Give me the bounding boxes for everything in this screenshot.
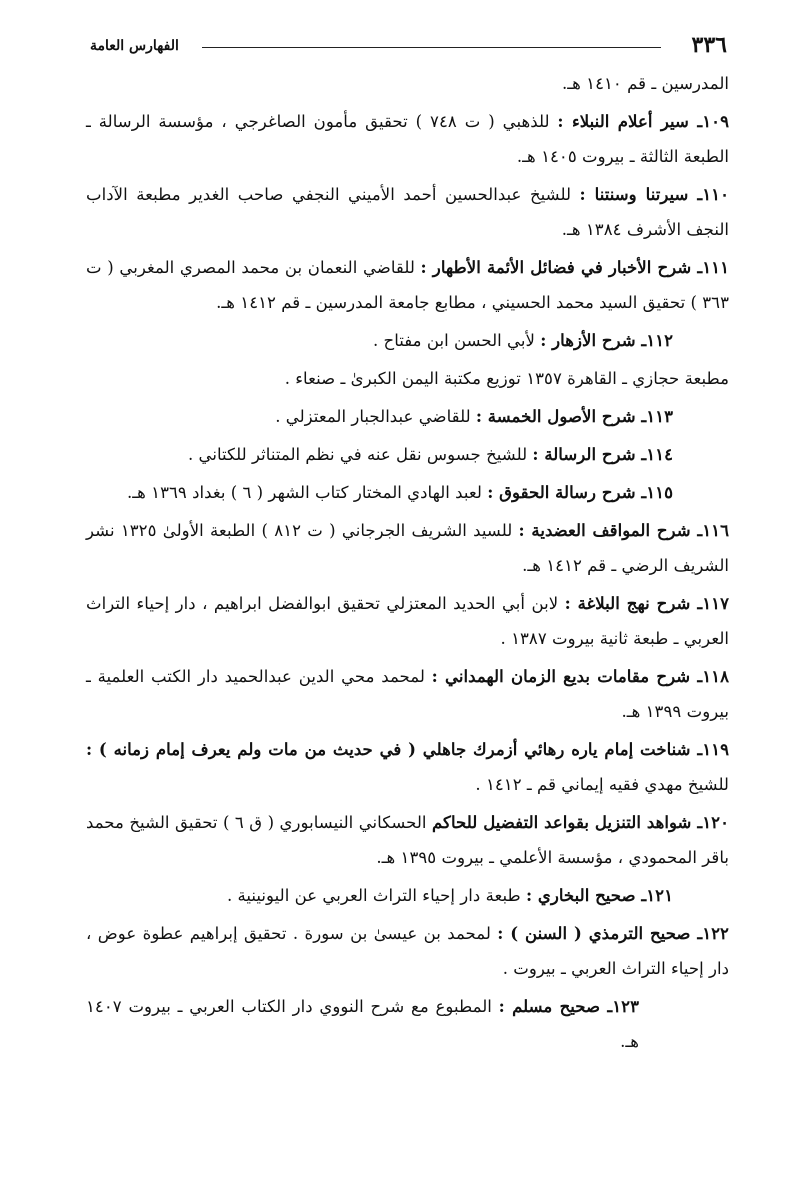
entry-title: ١١٦ـ شرح المواقف العضدية :	[518, 520, 729, 540]
bibliography-list	[86, 66, 729, 1062]
entry-title: ١١٧ـ شرح نهج البلاغة :	[564, 593, 730, 613]
entry-title: ١٠٩ـ سير أعلام النبلاء :	[557, 111, 729, 131]
entry-title: ١٢١ـ صحيح البخاري :	[525, 885, 673, 905]
entry-continuation: مطبعة حجازي ـ القاهرة ١٣٥٧ توزيع مكتبة اليمن الكبرىٰ ـ صنعاء .	[284, 369, 729, 388]
entry-details: للشيخ مهدي فقيه إيماني قم ـ ١٤١٢ .	[475, 775, 729, 794]
bibliography-entry	[86, 177, 729, 247]
bibliography-entry	[86, 659, 729, 729]
entry-details: للقاضي النعمان بن محمد المصري المغربي ( ت ٣٦٣ ) تحقيق السيد محمد الحسيني ، مطابع جامعة المدرسين ـ قم ١٤١٢ هـ.	[86, 258, 729, 312]
entry-details: الحسكاني النيسابوري ( ق ٦ ) تحقيق الشيخ محمد باقر المحمودي ، مؤسسة الأعلمي ـ بيروت ١٣٩٥ هـ.	[86, 813, 729, 867]
entry-title: ١٢٣ـ صحيح مسلم :	[498, 996, 639, 1016]
entry-continuation: المدرسين ـ قم ١٤١٠ هـ.	[561, 74, 729, 93]
entry-title: ١١٢ـ شرح الأزهار :	[540, 330, 673, 350]
entry-details: لمحمد بن عيسىٰ بن سورة . تحقيق إبراهيم عطوة عوض ، دار إحياء التراث العربي ـ بيروت .	[86, 924, 729, 978]
bibliography-entry	[86, 437, 729, 472]
bibliography-entry	[86, 323, 729, 358]
entry-details: للشيخ جسوس نقل عنه في نظم المتناثر للكتاني .	[187, 445, 533, 464]
entry-details: طبعة دار إحياء التراث العربي عن اليونينية .	[226, 886, 526, 905]
entry-title: ١١٣ـ شرح الأصول الخمسة :	[475, 406, 673, 426]
bibliography-entry	[86, 989, 729, 1059]
bibliography-entry	[86, 805, 729, 875]
header-rule	[202, 47, 661, 48]
bibliography-entry	[86, 513, 729, 583]
entry-details: للسيد الشريف الجرجاني ( ت ٨١٢ ) الطبعة الأولىٰ ١٣٢٥ نشر الشريف الرضي ـ قم ١٤١٢ هـ.	[86, 521, 729, 575]
entry-title: ١٢٢ـ صحيح الترمذي ( السنن ) :	[497, 923, 729, 943]
page-header	[90, 30, 727, 60]
running-title: الفهارس العامة	[90, 38, 179, 54]
entry-details: للشيخ عبدالحسين أحمد الأميني النجفي صاحب الغدير مطبعة الآداب النجف الأشرف ١٣٨٤ هـ.	[86, 185, 729, 239]
entry-title: ١١٥ـ شرح رسالة الحقوق :	[487, 482, 673, 502]
entry-title: ١١٨ـ شرح مقامات بديع الزمان الهمداني :	[431, 666, 729, 686]
bibliography-entry	[86, 475, 729, 510]
entry-title: ١١٠ـ سيرتنا وسنتنا :	[579, 184, 730, 204]
entry-details: لعبد الهادي المختار كتاب الشهر ( ٦ ) بغداد ١٣٦٩ هـ.	[127, 483, 488, 502]
bibliography-entry	[86, 104, 729, 174]
bibliography-entry	[86, 732, 729, 802]
bibliography-entry	[86, 916, 729, 986]
entry-title: ١١٤ـ شرح الرسالة :	[532, 444, 673, 464]
entry-title: ١١١ـ شرح الأخبار في فضائل الأئمة الأطهار :	[420, 257, 729, 277]
entry-details: المطبوع مع شرح النووي دار الكتاب العربي ـ بيروت ١٤٠٧ هـ.	[86, 997, 639, 1051]
entry-details: لابن أبي الحديد المعتزلي تحقيق ابوالفضل ابراهيم ، دار إحياء التراث العربي ـ طبعة ثانية بيروت ١٣٨٧ .	[86, 594, 729, 648]
entry-details: للذهبي ( ت ٧٤٨ ) تحقيق مأمون الصاغرجي ، مؤسسة الرسالة ـ الطبعة الثالثة ـ بيروت ١٤٠٥ هـ.	[86, 112, 729, 166]
entry-title: ١١٩ـ شناخت إمام ياره رهائي أزمرك جاهلي ( في حديث من مات ولم يعرف إمام زمانه ) :	[86, 739, 729, 759]
entry-details: للقاضي عبدالجبار المعتزلي .	[275, 407, 476, 426]
bibliography-entry	[86, 399, 729, 434]
entry-details: لمحمد محي الدين عبدالحميد دار الكتب العلمية ـ بيروت ١٣٩٩ هـ.	[86, 667, 729, 721]
entry-details: لأبي الحسن ابن مفتاح .	[372, 331, 541, 350]
bibliography-entry	[86, 250, 729, 320]
bibliography-entry	[86, 878, 729, 913]
entry-title: ١٢٠ـ شواهد التنزيل بقواعد التفضيل للحاكم	[432, 812, 730, 832]
page-number: ٣٣٦	[691, 32, 727, 58]
bibliography-entry	[86, 586, 729, 656]
